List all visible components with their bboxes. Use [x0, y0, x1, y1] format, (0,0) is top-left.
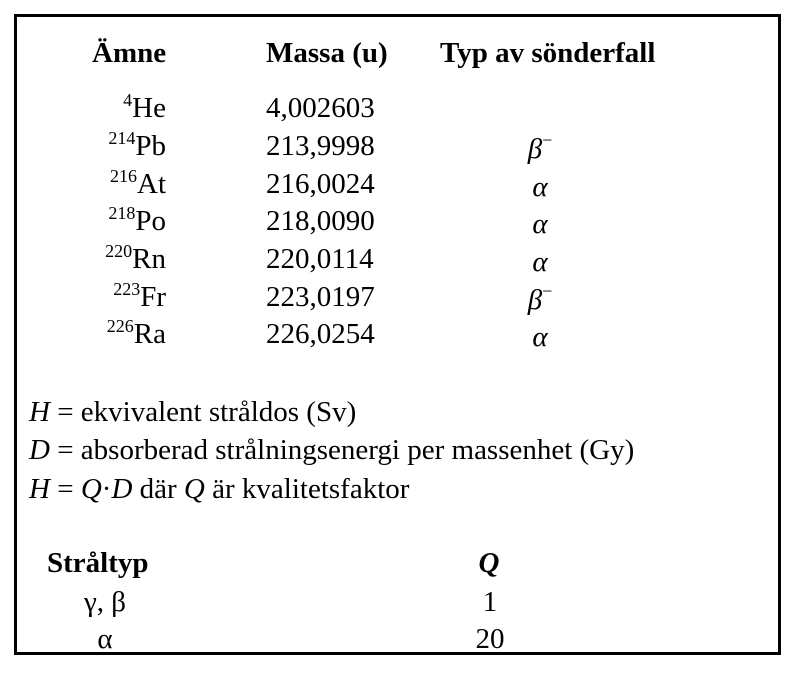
mass-number: 218: [108, 203, 136, 223]
mass-number: 226: [106, 316, 134, 336]
mass-number: 214: [108, 128, 136, 148]
header-decay-type: Typ av sönderfall: [440, 37, 656, 69]
var-d2: D: [111, 473, 133, 505]
mass-value: 4,002603: [266, 92, 375, 124]
radiation-type-gamma-beta: γ, β: [83, 586, 127, 618]
decay-type: [510, 281, 570, 316]
decay-symbol: β: [527, 133, 543, 165]
mass-number: 216: [110, 166, 137, 186]
decay-symbol: α: [532, 171, 548, 203]
definition-h-text: = ekvivalent stråldos (Sv): [49, 396, 357, 428]
decay-type: [510, 173, 570, 202]
q-value-gamma-beta: 1: [482, 586, 498, 618]
decay-symbol: α: [532, 246, 548, 278]
nuclide-rn: [26, 241, 166, 275]
var-q: Q: [80, 473, 102, 505]
element-symbol: Fr: [140, 281, 166, 313]
dot: ·: [101, 473, 112, 505]
header-q: Q: [478, 547, 500, 579]
var-d: D: [29, 434, 50, 466]
definition-formula: [29, 475, 409, 504]
element-symbol: Po: [135, 205, 166, 237]
nuclide-po: [26, 203, 166, 237]
var-h2: H: [29, 473, 50, 505]
radiation-type-alpha: α: [97, 623, 113, 655]
mass-value: 216,0024: [266, 168, 375, 200]
element-symbol: He: [132, 92, 166, 124]
header-radiation-type: Stråltyp: [47, 547, 149, 579]
equals: =: [49, 473, 81, 505]
nuclide-at: [26, 166, 166, 200]
decay-symbol: α: [532, 321, 548, 353]
nuclide-pb: [26, 128, 166, 162]
element-symbol: Ra: [133, 318, 166, 350]
mass-number: 220: [105, 241, 133, 261]
nuclide-fr: [26, 279, 166, 313]
var-h: H: [29, 396, 50, 428]
decay-charge: −: [542, 130, 553, 150]
decay-symbol: α: [532, 208, 548, 240]
mass-value: 226,0254: [266, 318, 375, 350]
where-text: där: [132, 473, 184, 505]
header-mass: Massa (u): [266, 37, 388, 69]
decay-type: [510, 248, 570, 277]
decay-type: [510, 210, 570, 239]
definition-d: [29, 436, 634, 465]
quality-factor-text: är kvalitetsfaktor: [204, 473, 410, 505]
nuclide-he: [26, 90, 166, 124]
mass-value: 218,0090: [266, 205, 375, 237]
decay-type: [510, 130, 570, 165]
q-value-alpha: 20: [475, 623, 505, 655]
mass-value: 223,0197: [266, 281, 375, 313]
header-substance: Ämne: [92, 37, 167, 69]
var-q2: Q: [183, 473, 205, 505]
definition-h: [29, 398, 356, 427]
element-symbol: At: [137, 168, 166, 200]
decay-type: [510, 323, 570, 352]
nuclide-ra: [26, 316, 166, 350]
element-symbol: Pb: [135, 130, 166, 162]
definition-d-text: = absorberad strålningsenergi per massenhet (Gy): [49, 434, 635, 466]
decay-charge: −: [542, 281, 553, 301]
element-symbol: Rn: [132, 243, 166, 275]
mass-number: 223: [113, 279, 141, 299]
mass-value: 220,0114: [266, 243, 374, 275]
mass-number: 4: [123, 90, 133, 110]
mass-value: 213,9998: [266, 130, 375, 162]
decay-symbol: β: [527, 284, 543, 316]
